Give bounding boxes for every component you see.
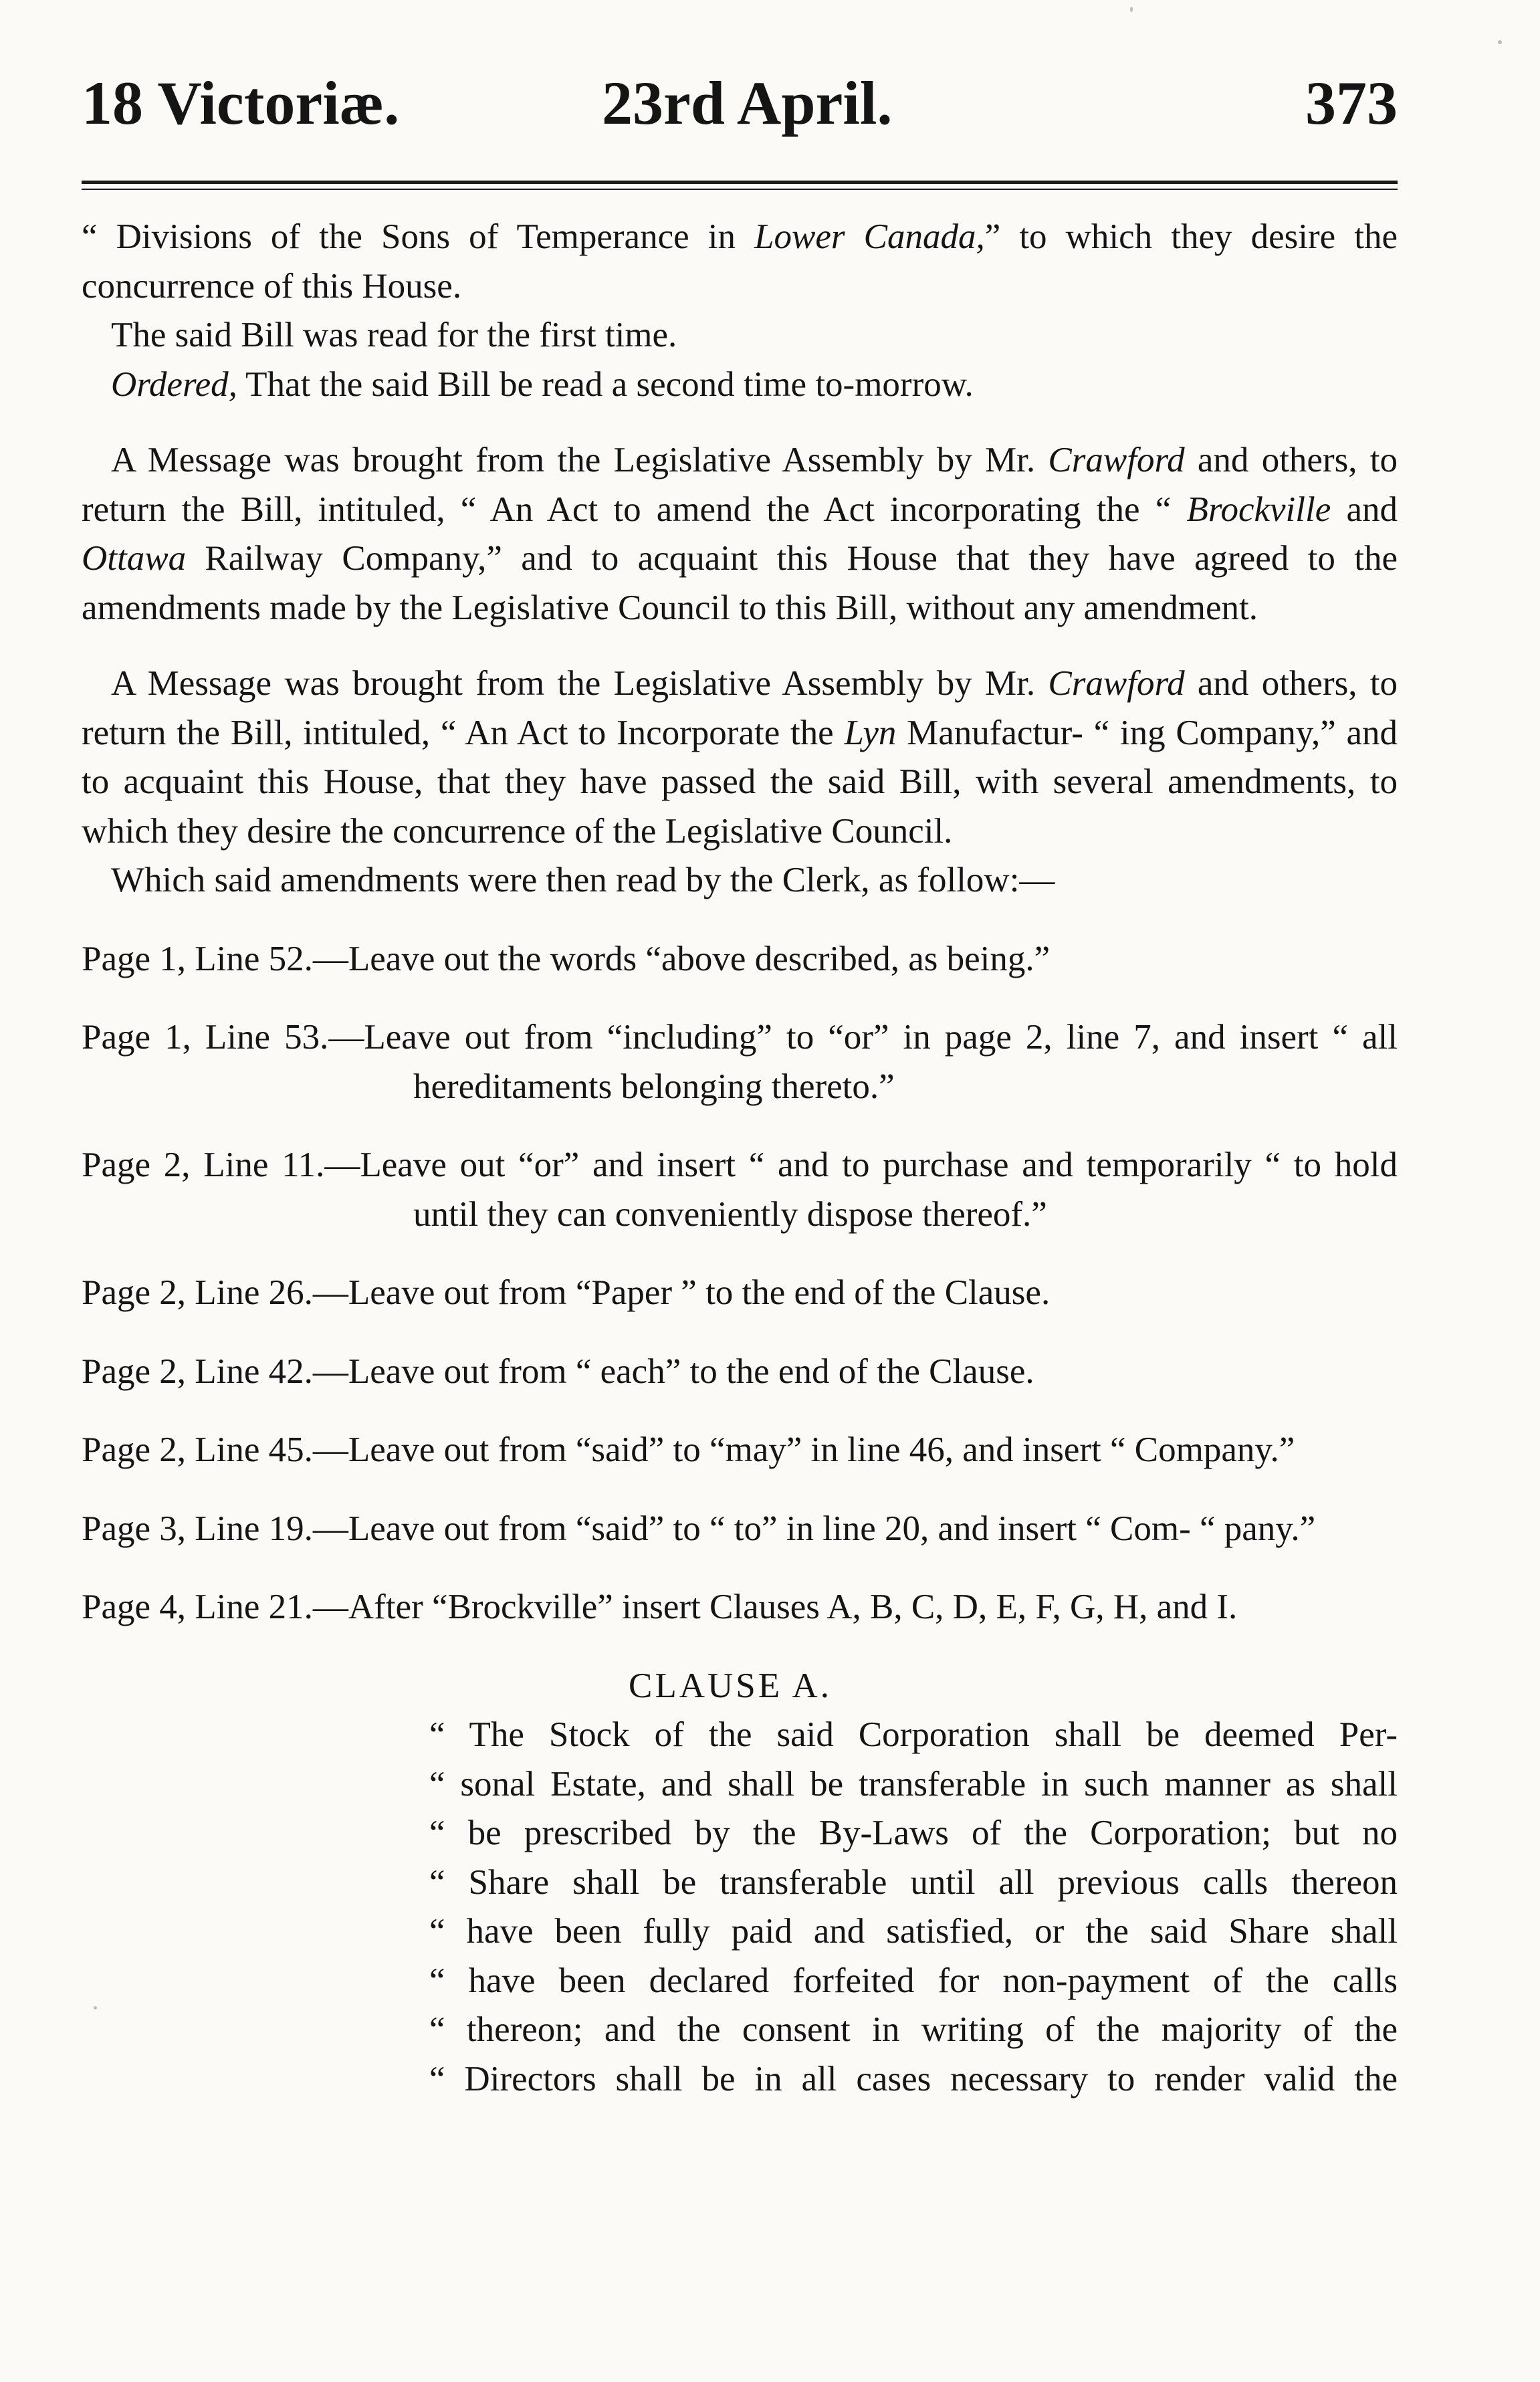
clause-a-line: “ Share shall be transferable until all previous calls thereon xyxy=(429,1862,1398,1902)
regnal-year: 18 Victoriæ. xyxy=(82,69,400,137)
second-reading-order: Ordered, That the said Bill be read a second time to-morrow. xyxy=(111,364,974,404)
scan-speck xyxy=(1130,7,1133,12)
clause-a-line: “ thereon; and the consent in writing of the majority of the xyxy=(429,2010,1398,2049)
amendment-item: Page 3, Line 19.—Leave out from “said” to “ to” in line 20, and insert “ Com- “ pany.” xyxy=(82,1509,1316,1548)
amendment-item: Page 2, Line 11.—Leave out “or” and insert “ and to purchase and temporarily “ to hold until they can conveniently dispose thereof.” xyxy=(82,1146,1398,1234)
clause-a-line: “ Directors shall be in all cases necessary to render valid the xyxy=(429,2059,1398,2098)
message-lyn-manufacturing: A Message was brought from the Legislative Assembly by Mr. Crawford and others, to return the Bill, intituled, “ An Act to Incorporate the Lyn Manufactur- “ ing Company,” and to acquaint this House, that they have passed the said Bill, with several amendments, to which they desire the concurrence of the Legislative Council. xyxy=(82,664,1398,851)
clause-a-line: “ have been declared forfeited for non-payment of the calls xyxy=(429,1961,1398,2000)
amendment-item: Page 1, Line 53.—Leave out from “including” to “or” in page 2, line 7, and insert “ all hereditaments belonging thereto.” xyxy=(82,1018,1398,1106)
clause-a-line: “ be prescribed by the By-Laws of the Corporation; but no xyxy=(429,1814,1398,1852)
clause-a-line: “ sonal Estate, and shall be transferable in such manner as shall xyxy=(429,1764,1398,1804)
clause-a-line: “ The Stock of the said Corporation shall be deemed Per- xyxy=(429,1715,1398,1754)
first-reading-note: The said Bill was read for the first time. xyxy=(111,316,677,354)
amendment-item: Page 1, Line 52.—Leave out the words “above described, as being.” xyxy=(82,939,1051,978)
bill-title-continuation: “ Divisions of the Sons of Temperance in Lower Canada,” to which they desire the concurrence of this House. xyxy=(82,217,1398,306)
header-rule-thin xyxy=(82,189,1398,190)
scan-speck xyxy=(94,2006,97,2010)
page-number: 373 xyxy=(1305,69,1398,137)
amendment-item: Page 2, Line 42.—Leave out from “ each” to the end of the Clause. xyxy=(82,1351,1034,1391)
amendments-read-note: Which said amendments were then read by the Clerk, as follow:— xyxy=(111,861,1055,899)
message-brockville-ottawa: A Message was brought from the Legislative Assembly by Mr. Crawford and others, to return the Bill, intituled, “ An Act to amend the Act incorporating the “ Brockville and Ottawa Railway Company,” and to acquaint this House that they have agreed to the amendments made by the Legislative Council to this Bill, without any amendment. xyxy=(82,441,1398,627)
running-head xyxy=(82,69,1398,152)
amendment-item: Page 4, Line 21.—After “Brockville” insert Clauses A, B, C, D, E, F, G, H, and I. xyxy=(82,1588,1238,1626)
header-rule-thick xyxy=(82,181,1398,184)
scan-speck xyxy=(1498,40,1502,44)
journal-body xyxy=(82,213,1398,2104)
clause-a-line: “ have been fully paid and satisfied, or the said Share shall xyxy=(429,1912,1398,1951)
session-date: 23rd April. xyxy=(602,69,893,137)
clause-a-heading: CLAUSE A. xyxy=(629,1666,832,1705)
amendment-item: Page 2, Line 26.—Leave out from “Paper ” to the end of the Clause. xyxy=(82,1273,1051,1312)
amendment-item: Page 2, Line 45.—Leave out from “said” to “may” in line 46, and insert “ Company.” xyxy=(82,1430,1295,1469)
